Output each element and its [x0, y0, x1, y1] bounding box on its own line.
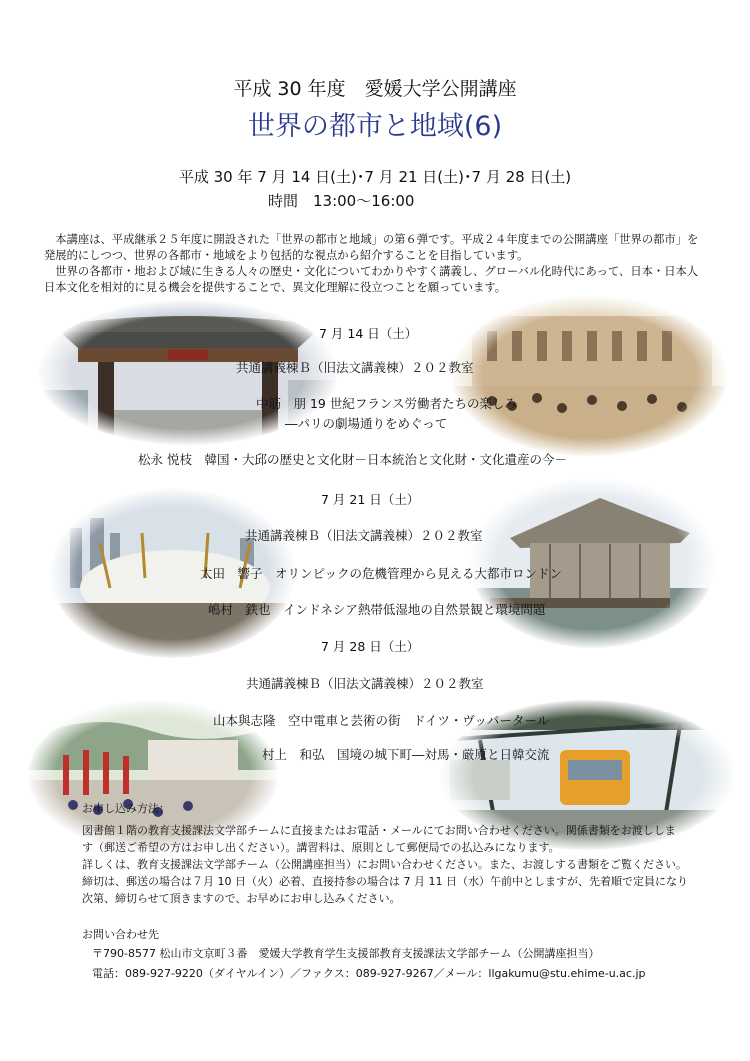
session-1-room: 共通講義棟Ｂ（旧法文講義棟）２０２教室 — [236, 360, 474, 375]
application-line-2: す（郵送ご希望の方はお申し出ください）。講習料は、原則として郵便局での払込みになります。 — [82, 841, 560, 854]
application-line-1: 図書館１階の教育支援課法文学部チームに直接またはお電話・メールにてお問い合わせください。関係書類をお渡ししま — [82, 824, 676, 837]
application-line-3: 詳しくは、教育支援課法文学部チーム（公開講座担当）にお問い合わせください。また、お渡しする書類をご覧ください。 — [82, 858, 687, 871]
session-3-lecture-1: 山本與志隆 空中電車と芸術の街 ドイツ・ヴッパータール — [213, 713, 550, 728]
contact-phone-email: 電話：089-927-9220（ダイヤルイン）／ファクス：089-927-9267／メール：llgakumu@stu.ehime-u.ac.jp — [92, 967, 646, 980]
application-line-4: 締切は、郵送の場合は７月 10 日（火）必着、直接持参の場合は 7 月 11 日（水）午前中としますが、先着順で定員になり — [82, 875, 688, 888]
session-2-lecture-1: 太田 響子 オリンピックの危機管理から見える大都市ロンドン — [200, 566, 563, 581]
session-1-lecture-2: 松永 悦枝 韓国・大邱の歴史と文化財－日本統治と文化財・文化遺産の今－ — [138, 452, 567, 467]
intro-paragraph-1: 本講座は、平成継承２５年度に開設された「世界の都市と地域」の第６弾です。平成２４年度までの公開講座「世界の都市」を発展的にしつつ、世界の各都市・地域をより包括的な視点から紹介することを目指しています。 — [44, 233, 699, 262]
session-2-lecture-2: 嶋村 鉄也 インドネシア熱帯低湿地の自然景観と環境問題 — [208, 602, 546, 617]
session-1-lecture-1: 中筋 朋 19 世紀フランス労働者たちの楽しみ — [256, 396, 517, 411]
session-3-date: 7 月 28 日（土） — [321, 639, 420, 654]
photo-paris-theatre — [452, 296, 727, 456]
photo-indonesia-hut — [470, 478, 715, 648]
course-time: 時間 13:00～16:00 — [268, 192, 415, 210]
intro-text — [44, 232, 708, 296]
intro-paragraph-2: 世界の各都市・地および域に生きる人々の歴史・文化についてわかりやすく講義し、グローバル化時代にあって、日本・日本人日本文化を相対的に見る機会を提供することで、異文化理解に役立つことを願っています。 — [44, 265, 699, 294]
course-dates: 平成 30 年 7 月 14 日(土)･7 月 21 日(土)･7 月 28 日(土) — [178, 168, 572, 186]
course-title: 世界の都市と地域(6) — [247, 111, 503, 142]
course-subtitle: 平成 30 年度 愛媛大学公開講座 — [233, 78, 517, 100]
session-1-date: 7 月 14 日（土） — [319, 326, 418, 341]
session-1-lecture-1-subtitle: ―パリの劇場通りをめぐって — [285, 416, 448, 431]
contact-heading: お問い合わせ先 — [82, 928, 159, 941]
application-heading: お申し込み方法： — [82, 802, 170, 815]
application-line-5: 次第、締切らせて頂きますので、お早めにお申し込みください。 — [82, 892, 401, 905]
session-3-room: 共通講義棟Ｂ（旧法文講義棟）２０２教室 — [246, 676, 484, 691]
contact-address: 〒790-8577 松山市文京町３番 愛媛大学教育学生支援部教育支援課法文学部チーム（公開講座担当） — [92, 947, 600, 960]
session-2-date: 7 月 21 日（土） — [321, 492, 420, 507]
session-3-lecture-2: 村上 和弘 国境の城下町―対馬・厳原と日韓交流 — [262, 747, 550, 762]
session-2-room: 共通講義棟Ｂ（旧法文講義棟）２０２教室 — [245, 528, 483, 543]
